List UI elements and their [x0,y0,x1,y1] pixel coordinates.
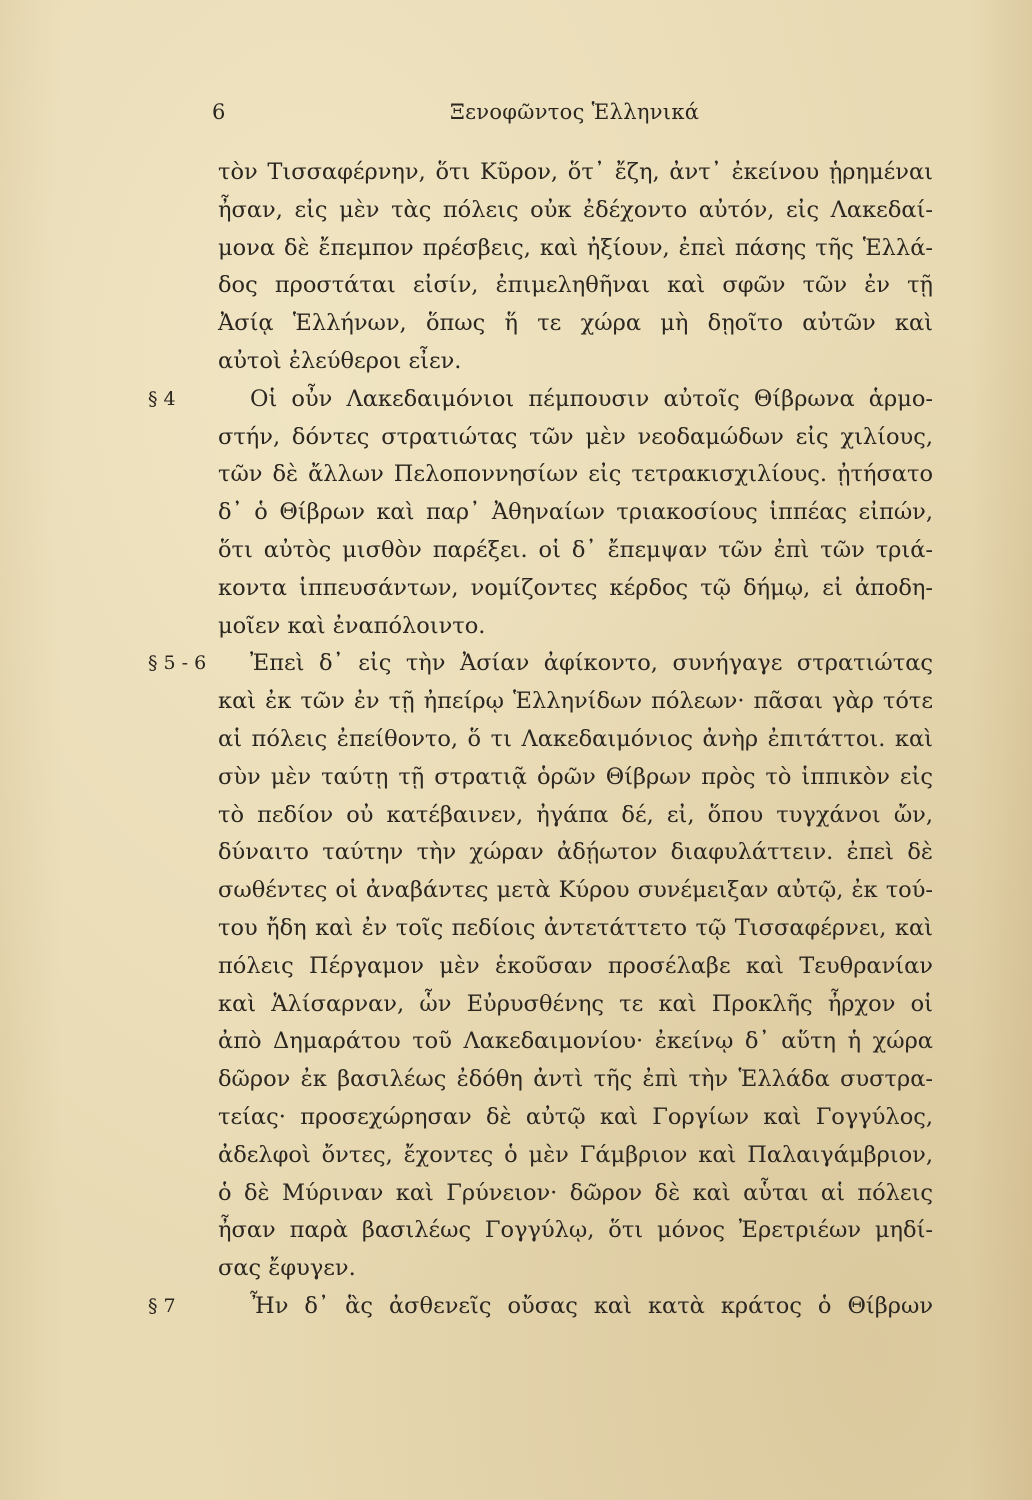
text-line: ὅτι αὐτὸς μισθὸν παρέξει. οἱ δ᾽ ἔπεμψαν τῶν ἐπὶ τῶν τριά- [218,537,933,563]
text-line: τὸν Τισσαφέρνην, ὅτι Κῦρον, ὅτ᾽ ἔζη, ἀντ᾽ ἐκείνου ᾑρημέναι [218,159,933,185]
text-line: σας ἔφυγεν. [218,1255,356,1281]
text-line: ἀδελφοὶ ὄντες, ἔχοντες ὁ μὲν Γάμβριον καὶ Παλαιγάμβριον, [218,1142,933,1168]
text-line: κοντα ἱππευσάντων, νομίζοντες κέρδος τῷ δήμῳ, εἰ ἀποδη- [218,575,933,601]
text-line: αὐτοὶ ἐλεύθεροι εἶεν. [218,348,462,374]
text-line: τῶν δὲ ἄλλων Πελοποννησίων εἰς τετρακισχιλίους. ᾐτήσατο [218,461,933,487]
text-line: μονα δὲ ἔπεμπον πρέσβεις, καὶ ἠξίουν, ἐπεὶ πάσης τῆς Ἑλλά- [218,235,933,261]
text-line: Οἱ οὖν Λακεδαιμόνιοι πέμπουσιν αὐτοῖς Θίβρωνα ἁρμο- [250,386,933,412]
text-line: σὺν μὲν ταύτῃ τῇ στρατιᾷ ὁρῶν Θίβρων πρὸς τὸ ἱππικὸν εἰς [218,764,933,790]
text-line: δ᾽ ὁ Θίβρων καὶ παρ᾽ Ἀθηναίων τριακοσίους ἱππέας εἰπών, [218,499,933,525]
text-line: δύναιτο ταύτην τὴν χώραν ἀδῄωτον διαφυλάττειν. ἐπεὶ δὲ [218,839,933,865]
text-line: Ἀσίᾳ Ἑλλήνων, ὅπως ἥ τε χώρα μὴ δῃοῖτο αὐτῶν καὶ [218,310,933,336]
page-header [0,100,1032,130]
text-line: Ἦν δ᾽ ἃς ἀσθενεῖς οὔσας καὶ κατὰ κράτος ὁ Θίβρων [250,1293,933,1319]
text-line: δος προστάται εἰσίν, ἐπιμεληθῆναι καὶ σφῶν τῶν ἐν τῇ [218,272,933,298]
section-marker: § 5 - 6 [148,652,207,674]
running-title: Ξενοφῶντος Ἑλληνικά [450,100,700,124]
text-line: ἀπὸ Δημαράτου τοῦ Λακεδαιμονίου· ἐκείνῳ δ᾽ αὕτη ἡ χώρα [218,1028,933,1054]
text-line: δῶρον ἐκ βασιλέως ἐδόθη ἀντὶ τῆς ἐπὶ τὴν Ἑλλάδα συστρα- [218,1066,933,1092]
text-line: Ἐπεὶ δ᾽ εἰς τὴν Ἀσίαν ἀφίκοντο, συνήγαγε στρατιώτας [250,650,933,676]
text-line: πόλεις Πέργαμον μὲν ἑκοῦσαν προσέλαβε καὶ Τευθρανίαν [218,953,933,979]
section-marker: § 7 [148,1295,176,1317]
text-line: καὶ ἐκ τῶν ἐν τῇ ἠπείρῳ Ἑλληνίδων πόλεων· πᾶσαι γὰρ τότε [218,688,933,714]
page-number: 6 [212,100,226,124]
text-line: τείας· προσεχώρησαν δὲ αὐτῷ καὶ Γοργίων καὶ Γογγύλος, [218,1104,933,1130]
text-line: ὁ δὲ Μύριναν καὶ Γρύνειον· δῶρον δὲ καὶ αὗται αἱ πόλεις [218,1180,933,1206]
text-line: στήν, δόντες στρατιώτας τῶν μὲν νεοδαμώδων εἰς χιλίους, [218,424,933,450]
text-line: ἦσαν, εἰς μὲν τὰς πόλεις οὐκ ἐδέχοντο αὐτόν, εἰς Λακεδαί- [218,197,933,223]
text-line: σωθέντες οἱ ἀναβάντες μετὰ Κύρου συνέμειξαν αὐτῷ, ἐκ τού- [218,877,933,903]
text-line: του ἤδη καὶ ἐν τοῖς πεδίοις ἀντετάττετο τῷ Τισσαφέρνει, καὶ [218,915,933,941]
text-line: ἦσαν παρὰ βασιλέως Γογγύλῳ, ὅτι μόνος Ἐρετριέων μηδί- [218,1217,933,1243]
text-line: μοῖεν καὶ ἐναπόλοιντο. [218,613,486,639]
text-line: αἱ πόλεις ἐπείθοντο, ὅ τι Λακεδαιμόνιος ἀνὴρ ἐπιτάττοι. καὶ [218,726,933,752]
section-marker: § 4 [148,388,176,410]
text-line: καὶ Ἁλίσαρναν, ὧν Εὐρυσθένης τε καὶ Προκλῆς ἦρχον οἱ [218,991,933,1017]
text-line: τὸ πεδίον οὐ κατέβαινεν, ἠγάπα δέ, εἰ, ὅπου τυγχάνοι ὤν, [218,802,933,828]
